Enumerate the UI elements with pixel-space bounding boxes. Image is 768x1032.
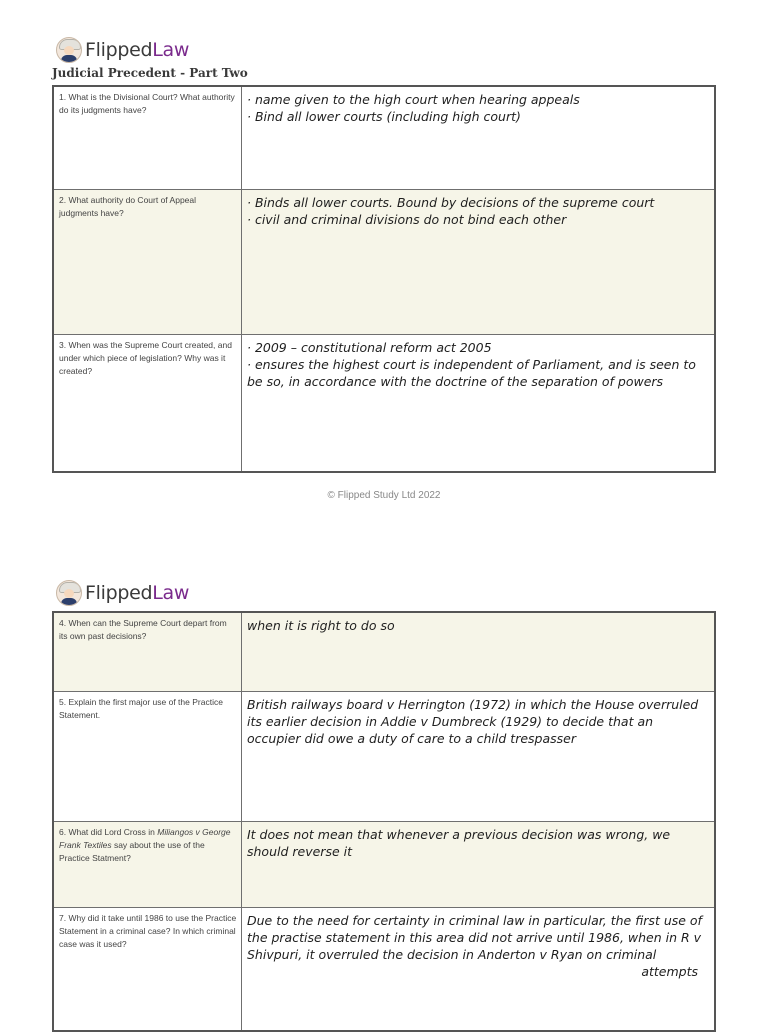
table-row	[53, 691, 715, 821]
question-cell: 4. When can the Supreme Court depart from its own past decisions?	[53, 612, 242, 691]
answer-line: · civil and criminal divisions do not bind each other	[247, 211, 567, 227]
answer-line: Due to the need for certainty in criminal law in particular, the first use of the practise statement in this area did not arrive until 1986, when in R v Shivpuri, it overruled the decision in Anderton v Ryan on criminal	[247, 912, 706, 962]
brand-logo	[56, 580, 189, 606]
answer-line: British railways board v Herrington (1972) in which the House overruled its earlier decision in Addie v Dumbreck (1929) to decide that an occupier did owe a duty of care to a child trespasser	[247, 696, 703, 746]
question-table-page1	[52, 85, 716, 473]
brand-logo	[56, 37, 189, 63]
case-name: Miliangos v George Frank Textiles	[59, 826, 231, 850]
answer-cell[interactable]	[242, 821, 716, 907]
question-text: 6. What did Lord Cross in	[59, 826, 158, 837]
answer-cell[interactable]	[242, 907, 716, 1031]
question-table-page2	[52, 611, 716, 1032]
answer-cell[interactable]	[242, 691, 716, 821]
table-row	[53, 907, 715, 1031]
answer-cell[interactable]	[242, 334, 716, 472]
answer-line: when it is right to do so	[247, 618, 395, 633]
answer-line: · name given to the high court when hearing appeals	[247, 92, 580, 107]
table-row	[53, 189, 715, 334]
answer-line: It does not mean that whenever a previous decision was wrong, we should reverse it	[247, 826, 675, 859]
question-cell: 2. What authority do Court of Appeal judgments have?	[53, 189, 242, 334]
answer-cell[interactable]	[242, 86, 716, 189]
answer-line: · Binds all lower courts. Bound by decisions of the supreme court	[247, 194, 655, 210]
table-row	[53, 612, 715, 691]
table-row	[53, 86, 715, 189]
brand-name-flipped: Flipped	[85, 582, 153, 604]
judge-avatar-icon	[56, 580, 82, 606]
page-title: Judicial Precedent - Part Two	[52, 66, 248, 80]
answer-line: attempts	[641, 963, 698, 979]
judge-avatar-icon	[56, 37, 82, 63]
question-cell: 1. What is the Divisional Court? What authority do its judgments have?	[53, 86, 242, 189]
question-cell: 7. Why did it take until 1986 to use the Practice Statement in a criminal case? In which criminal case was it used?	[53, 907, 242, 1031]
answer-line: · ensures the highest court is independent of Parliament, and is seen to be so, in accordance with the doctrine of the separation of powers	[247, 356, 700, 389]
brand-wordmark	[85, 39, 189, 61]
answer-cell[interactable]	[242, 612, 716, 691]
copyright-footer: © Flipped Study Ltd 2022	[327, 490, 441, 501]
question-cell: 3. When was the Supreme Court created, and under which piece of legislation? Why was it created?	[53, 334, 242, 472]
brand-name-flipped: Flipped	[85, 39, 153, 61]
brand-name-law: Law	[152, 39, 190, 61]
answer-cell[interactable]	[242, 189, 716, 334]
table-row	[53, 821, 715, 907]
brand-wordmark	[85, 582, 189, 604]
question-cell: 5. Explain the first major use of the Practice Statement.	[53, 691, 242, 821]
question-text: say about the use of the Practice Statment?	[59, 839, 205, 863]
question-cell	[53, 821, 242, 907]
answer-line: · Bind all lower courts (including high court)	[247, 109, 521, 124]
answer-line: · 2009 – constitutional reform act 2005	[247, 339, 492, 355]
brand-name-law: Law	[152, 582, 190, 604]
table-row	[53, 334, 715, 472]
